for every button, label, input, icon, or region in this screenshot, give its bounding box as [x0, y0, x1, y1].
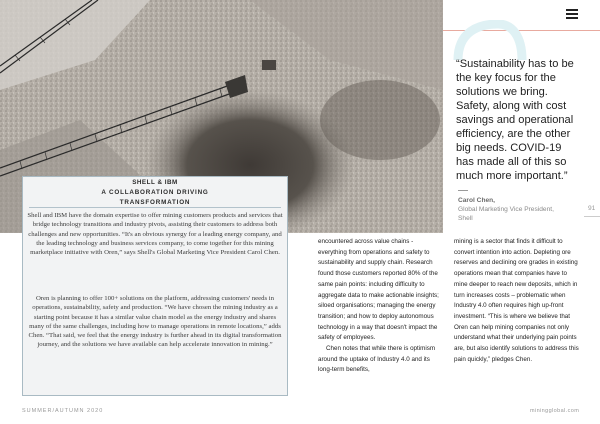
- column2-paragraph-1: mining is a sector that finds it difficult to convert intention into action. Depleting ore reserves and declining ore grades in existing operations mean that companies have to mine deeper to reach new deposits, which in turn increases costs – problematic when Industry 4.0 often requires high up-front investment. “This is where we believe that Oren can help mining companies not only understand what their underlying pain points are, but also identify solutions to address this pain quickly,” pledges Chen.: [454, 238, 579, 363]
- quote-author-name: Carol Chen,: [458, 197, 496, 204]
- sidebar-kicker: SHELL & IBM: [132, 179, 178, 186]
- sidebar-divider: [29, 207, 281, 208]
- sidebar-paragraph-1: Shell and IBM have the domain expertise to offer mining customers products and services that bridge technology transitions and industry pivots, assisting their customers to address both challenges and new opportunities. “It's an obvious synergy for a leading energy company, and the leading technology and business services company, to come together for this mining marketplace initiative with Oren,” says Shell's Global Marketing Vice President Carol Chen.: [27, 212, 283, 257]
- hamburger-menu-icon[interactable]: [566, 9, 578, 19]
- sidebar-title-line1: A COLLABORATION DRIVING: [101, 189, 209, 196]
- sidebar-title-line2: TRANSFORMATION: [119, 199, 191, 206]
- footer-issue: SUMMER/AUTUMN 2020: [22, 408, 104, 414]
- quote-attribution-rule: [458, 190, 468, 191]
- sidebar-paragraph-2: Oren is planning to offer 100+ solutions on the platform, addressing customers' needs in operations, sustainability, safety and production. “We have chosen the mining industry as a starting point because it has a similar value chain model as the energy industry and shares many of the same challenges, including how to manage operations in remote locations,” adds Chen. “That said, we feel that the energy industry is further ahead in its digital transformation journey, and the solutions we have available can help accelerate innovation in mining.”: [28, 295, 282, 349]
- quote-author-role: Global Marketing Vice President,: [458, 206, 554, 213]
- page-marker-rule: [584, 216, 600, 217]
- sidebar-box-shell-ibm: [22, 176, 288, 396]
- body-column-2: [454, 237, 579, 365]
- footer-site-link[interactable]: miningglobal.com: [530, 408, 580, 414]
- quote-mark-watermark-icon: [450, 20, 530, 60]
- column1-paragraph-1: encountered across value chains - everything from operations and safety to sustainability and supply chain. Research found those customers reported 80% of the same pain points: including difficulty to aggregate data to make actionable insights; siloed organisations; managing the energy transition; and how to deploy autonomous technology in a way that doesn't impact the safety of employees.: [318, 238, 439, 342]
- quote-author-company: Shell: [458, 215, 473, 222]
- column1-paragraph-2: Chen notes that while there is optimism around the uptake of Industry 4.0 and its long-term benefits,: [318, 345, 436, 374]
- body-column-1: [318, 237, 443, 376]
- page-number: 91: [588, 205, 596, 212]
- sidebar-title: [23, 188, 287, 208]
- quote-attribution: [458, 196, 568, 223]
- pull-quote: “Sustainability has to be the key focus for the solutions we bring. Safety, along with cost savings and operational efficiency, are the other big needs. COVID-19 has made all of this so much more important.”: [456, 58, 574, 182]
